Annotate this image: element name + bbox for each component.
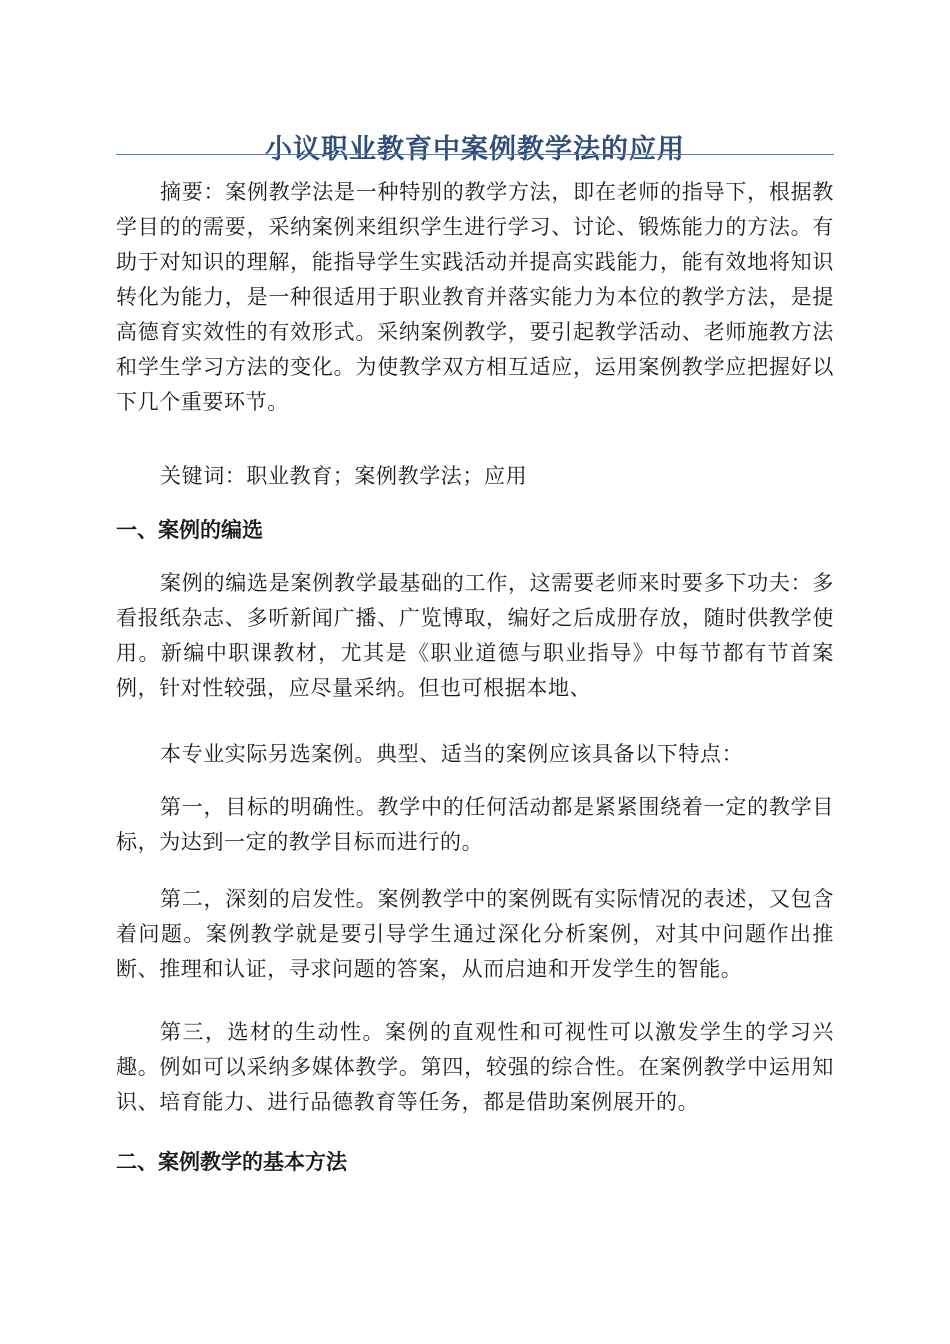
section-heading-2: 二、案例教学的基本方法: [116, 1150, 347, 1174]
section1-paragraph-1: 案例的编选是案例教学最基础的工作，这需要老师来时要多下功夫：多看报纸杂志、多听新闻广播、广览博取，编好之后成册存放，随时供教学使用。新编中职课教材，尤其是《职业道德与职业指导》中每节都有节首案例，针对性较强，应尽量采纳。但也可根据本地、: [116, 571, 834, 700]
document-title: 小议职业教育中案例教学法的应用: [265, 134, 685, 166]
title-underline: [116, 154, 834, 155]
keywords-paragraph: 关键词：职业教育；案例教学法；应用: [160, 464, 528, 488]
section1-paragraph-4: 第二，深刻的启发性。案例教学中的案例既有实际情况的表述，又包含着问题。案例教学就是要引导学生通过深化分析案例，对其中问题作出推断、推理和认证，寻求问题的答案，从而启迪和开发学生的智能。: [116, 887, 834, 981]
section-heading-1: 一、案例的编选: [116, 518, 263, 542]
section1-paragraph-2: 本专业实际另选案例。典型、适当的案例应该具备以下特点：: [160, 742, 744, 766]
abstract-paragraph: 摘要：案例教学法是一种特别的教学方法，即在老师的指导下，根据教学目的的需要，采纳案例来组织学生进行学习、讨论、锻炼能力的方法。有助于对知识的理解，能指导学生实践活动并提高实践能力，能有效地将知识转化为能力，是一种很适用于职业教育并落实能力为本位的教学方法，是提高德育实效性的有效形式。采纳案例教学，要引起教学活动、老师施教方法和学生学习方法的变化。为使教学双方相互适应，运用案例教学应把握好以下几个重要环节。: [116, 180, 834, 414]
section1-paragraph-5: 第三，选材的生动性。案例的直观性和可视性可以激发学生的学习兴趣。例如可以采纳多媒体教学。第四，较强的综合性。在案例教学中运用知识、培育能力、进行品德教育等任务，都是借助案例展开的。: [116, 1020, 834, 1114]
section1-paragraph-3: 第一，目标的明确性。教学中的任何活动都是紧紧围绕着一定的教学目标，为达到一定的教学目标而进行的。: [116, 795, 834, 854]
